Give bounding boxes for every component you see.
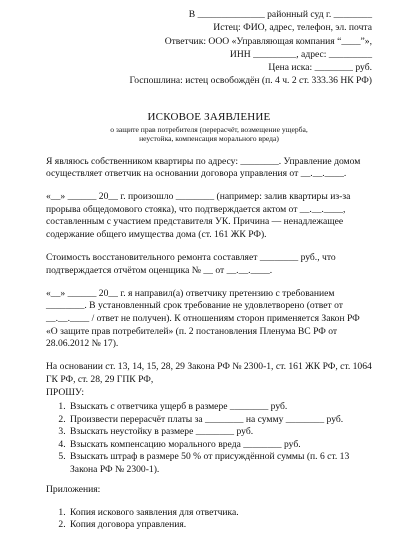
state-duty-line: Госпошлина: истец освобождён (п. 4 ч. 2 ст. 333.36 НК РФ) [129, 75, 372, 87]
subtitle-line-1: о защите прав потребителя (перерасчёт, возмещение ущерба, [110, 124, 308, 134]
plaintiff-line: Истец: ФИО, адрес, телефон, эл. почта [213, 22, 372, 34]
paragraph-ownership: Я являюсь собственником квартиры по адресу: ________. Управление домом осуществляет ответчик на основании договора управления от __.__.____. [46, 155, 361, 180]
document-header [46, 8, 372, 88]
document-subtitle [46, 125, 372, 144]
document-title: ИСКОВОЕ ЗАЯВЛЕНИЕ [147, 110, 271, 123]
defendant-line: Ответчик: ООО «Управляющая компания “____”», [164, 35, 372, 47]
request-item: 4. Взыскать компенсацию морального вреда ________ руб. [68, 439, 372, 452]
paragraph-repair-cost: Стоимость восстановительного ремонта составляет ________ руб., что подтверждается отчётом оценщика № __ от __.__.____. [46, 252, 336, 276]
subtitle-line-2: неустойка, компенсация морального вреда) [139, 134, 279, 144]
paragraph-claim: «__» ______ 20__ г. я направил(а) ответчику претензию с требованием ________. В установленный срок требование не удовлетворено (ответ от __.__.____ / ответ не получен). К отношениям сторон применяется Закон РФ «О защите прав потребителей» (п. 2 постановления Пленума ВС РФ от 28.06.2012 № 17). [46, 287, 360, 350]
claim-price-line: Цена иска: ________ руб. [268, 62, 372, 74]
request-item: 1. Взыскать с ответчика ущерб в размере ________ руб. [68, 401, 372, 414]
request-heading: ПРОШУ: [46, 386, 85, 398]
court-line: В ______________ районный суд г. ________ [188, 9, 372, 20]
appendix-list [46, 507, 372, 532]
request-item: 5. Взыскать штраф в размере 50 % от присуждённой суммы (п. 6 ст. 13 Закона РФ № 2300-1). [68, 451, 372, 476]
request-item: 2. Произвести перерасчёт платы за ________ на сумму ________ руб. [68, 414, 372, 427]
paragraph-incident: «__» ______ 20__ г. произошло ________ (например: залив квартиры из-за прорыва общедомового стояка), что подтверждается актом от __.__.____, составленным с участием представителя УК. Причина — ненадлежащее содержание общего имущества дома (ст. 161 ЖК РФ). [46, 191, 351, 241]
appendix-item: 2. Копия договора управления. [68, 519, 372, 532]
inn-line: ИНН _________, адрес: _________ [229, 48, 372, 60]
appendix-item: 1. Копия искового заявления для ответчика. [68, 507, 372, 520]
request-item: 3. Взыскать неустойку в размере ________ руб. [68, 426, 372, 439]
paragraph-legal-basis: На основании ст. 13, 14, 15, 28, 29 Закона РФ № 2300-1, ст. 161 ЖК РФ, ст. 1064 ГК РФ, ст. 28, 29 ГПК РФ, [46, 361, 372, 385]
appendix-heading: Приложения: [46, 483, 101, 495]
document-body [46, 156, 372, 532]
request-list [46, 401, 372, 477]
